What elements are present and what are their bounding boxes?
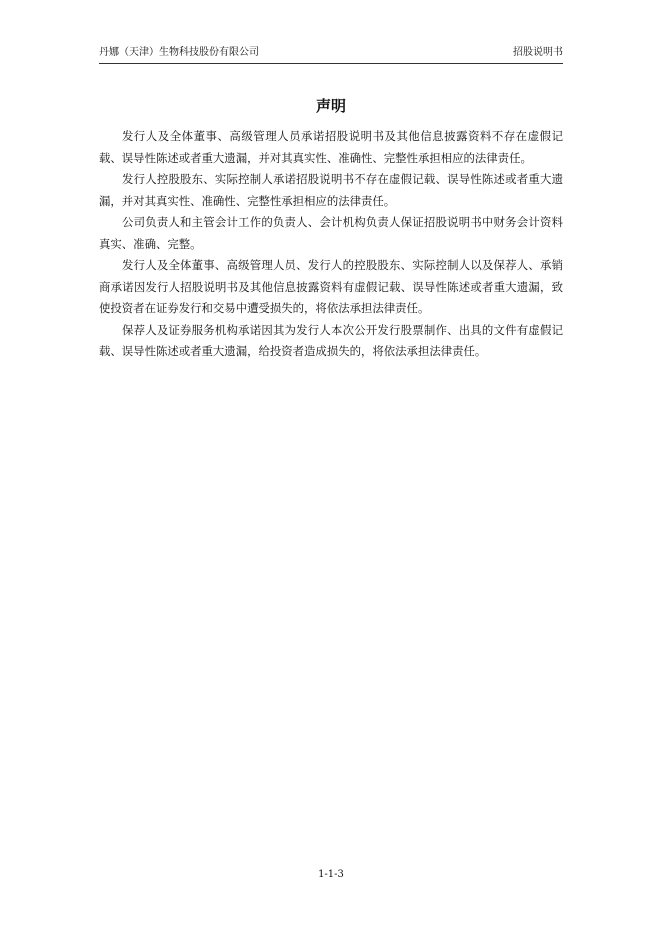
page-title: 声明 <box>315 97 346 115</box>
paragraph-1: 发行人及全体董事、高级管理人员承诺招股说明书及其他信息披露资料不存在虚假记载、误导性陈述或者重大遗漏，并对其真实性、准确性、完整性承担相应的法律责任。 <box>99 129 563 165</box>
header-document-type: 招股说明书 <box>513 47 563 58</box>
paragraph-3: 公司负责人和主管会计工作的负责人、会计机构负责人保证招股说明书中财务会计资料真实、准确、完整。 <box>99 215 563 251</box>
page-header <box>99 46 563 64</box>
paragraph-4: 发行人及全体董事、高级管理人员、发行人的控股股东、实际控制人以及保荐人、承销商承诺因发行人招股说明书及其他信息披露资料有虚假记载、误导性陈述或者重大遗漏，致使投资者在证券发行和交易中遭受损失的，将依法承担法律责任。 <box>99 258 563 315</box>
declaration-body <box>99 126 563 363</box>
paragraph-2: 发行人控股股东、实际控制人承诺招股说明书不存在虚假记载、误导性陈述或者重大遗漏，并对其真实性、准确性、完整性承担相应的法律责任。 <box>99 172 563 208</box>
page-number: 1-1-3 <box>318 869 344 880</box>
paragraph-5: 保荐人及证券服务机构承诺因其为发行人本次公开发行股票制作、出具的文件有虚假记载、误导性陈述或者重大遗漏，给投资者造成损失的，将依法承担法律责任。 <box>99 322 563 358</box>
header-company-name: 丹娜（天津）生物科技股份有限公司 <box>99 47 259 58</box>
